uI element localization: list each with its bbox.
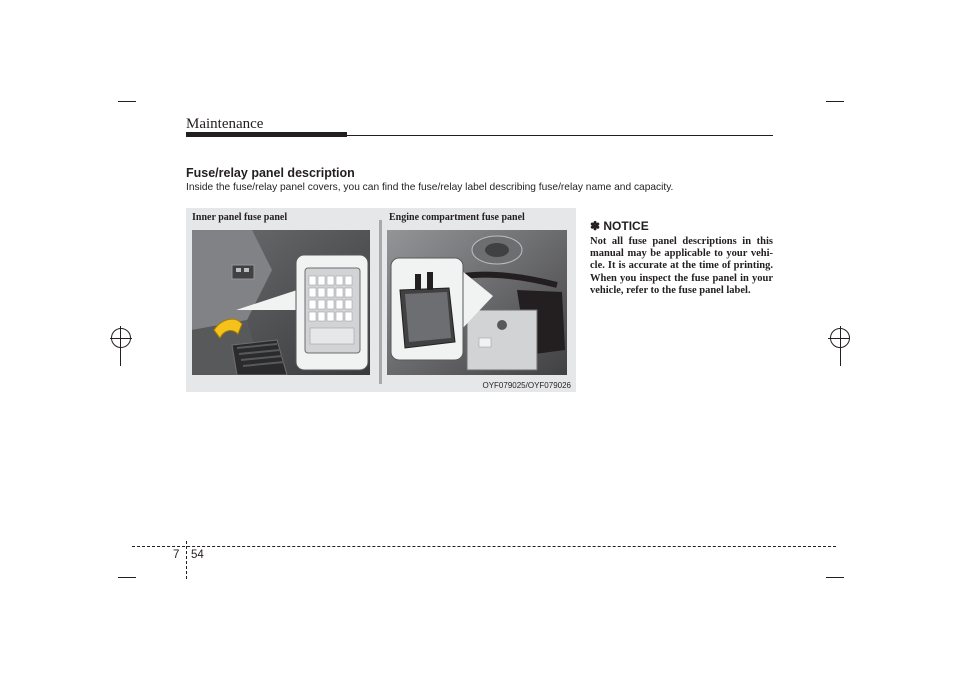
crop-mark-bl bbox=[118, 577, 136, 578]
engine-compartment-caption: Engine compartment fuse panel bbox=[389, 212, 525, 223]
section-intro-text: Inside the fuse/relay panel covers, you can find the fuse/relay label describing fuse/relay name and capacity. bbox=[186, 182, 674, 193]
fuse-panel-figure bbox=[186, 208, 576, 392]
registration-mark-left-circle bbox=[111, 328, 131, 348]
crop-mark-tr bbox=[826, 101, 844, 102]
page-number: 54 bbox=[191, 549, 204, 561]
engine-compartment-photo bbox=[387, 230, 567, 375]
crop-mark-tl bbox=[118, 101, 136, 102]
footer-divider bbox=[186, 541, 187, 579]
inner-panel-photo bbox=[192, 230, 370, 375]
notice-title: ✽ NOTICE bbox=[590, 219, 649, 233]
section-heading: Fuse/relay panel description bbox=[186, 166, 355, 180]
figure-code: OYF079025/OYF079026 bbox=[482, 381, 571, 390]
registration-mark-right-circle bbox=[830, 328, 850, 348]
notice-body: Not all fuse panel descriptions in this manual may be applicable to your vehi-cle. It is accurate at the time of printing. When you inspect the fuse panel in your vehicle, refer to the fuse panel label. bbox=[590, 236, 773, 296]
header-bar bbox=[186, 132, 347, 137]
chapter-number: 7 bbox=[173, 549, 180, 561]
crop-mark-br bbox=[826, 577, 844, 578]
figure-divider bbox=[379, 220, 382, 384]
inner-panel-caption: Inner panel fuse panel bbox=[192, 212, 288, 223]
header-rule bbox=[347, 135, 773, 136]
running-header: Maintenance bbox=[186, 116, 264, 132]
footer-rule bbox=[132, 546, 836, 547]
